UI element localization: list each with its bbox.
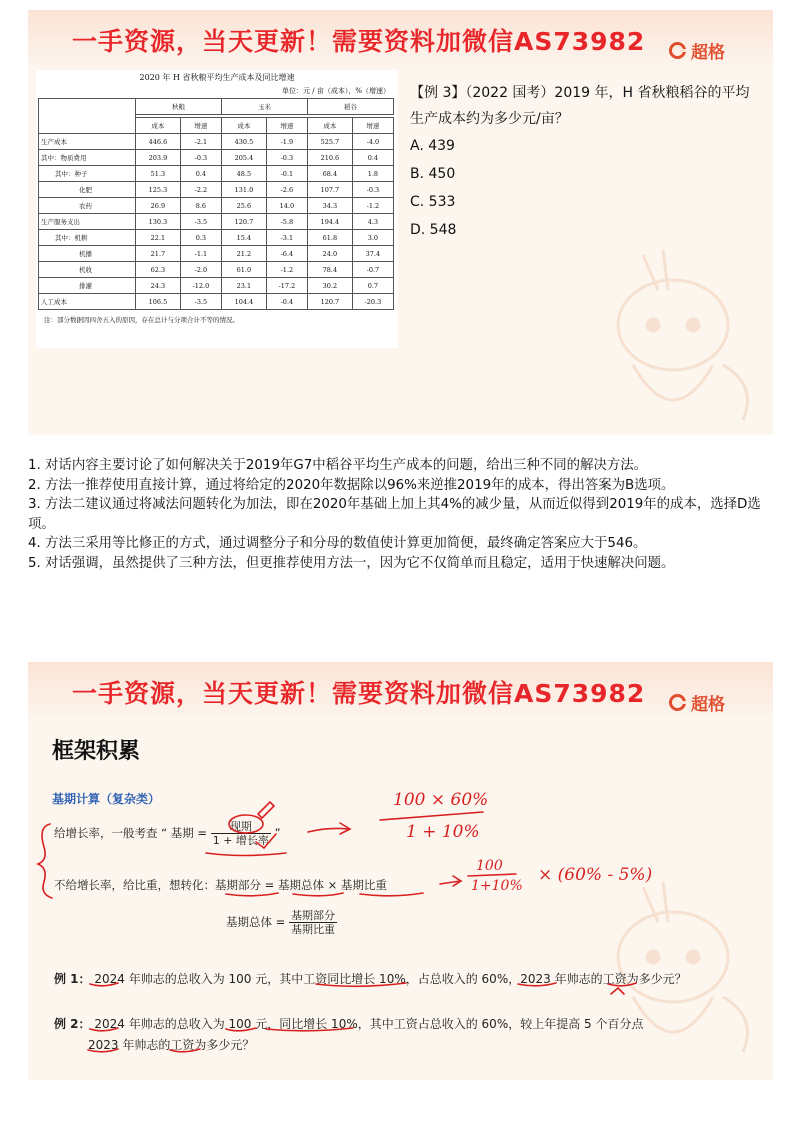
row-label: 农药: [39, 198, 136, 214]
hand-fraction-bar-1: [380, 812, 483, 820]
arrow-2: [440, 876, 461, 886]
table-cell: 24.0: [307, 246, 352, 262]
table-cell: 30.2: [307, 278, 352, 294]
underline-mark: [226, 1028, 256, 1031]
summary-item: 4. 方法三采用等比修正的方式，通过调整分子和分母的数值使计算更加简便，最终确定答案应大于546。: [28, 536, 647, 552]
table-cell: -1.2: [266, 262, 307, 278]
table-row: [39, 262, 394, 278]
table-corner: [39, 99, 136, 134]
table-row: [39, 134, 394, 150]
question-stem: 【例 3】（2022 国考）2019 年，H 省秋粮稻谷的平均生产成本约为多少元/亩？: [410, 85, 750, 127]
circle-mark: [229, 815, 263, 833]
underline-mark: [360, 893, 423, 896]
table-cell: -3.5: [180, 294, 221, 310]
table-cell: 25.6: [221, 198, 266, 214]
table-cell: -3.1: [266, 230, 307, 246]
row-label: 机播: [39, 246, 136, 262]
row-label: 其中：机耕: [39, 230, 136, 246]
table-cell: 0.4: [352, 150, 393, 166]
arrow-1: [308, 823, 350, 834]
table-cell: -12.0: [180, 278, 221, 294]
table-row: [39, 166, 394, 182]
check-mark: [256, 834, 276, 848]
option-a[interactable]: A. 439: [410, 138, 455, 154]
table-cell: 22.1: [136, 230, 181, 246]
table-cell: -0.7: [352, 262, 393, 278]
table-cell: -6.4: [266, 246, 307, 262]
table-cell: 15.4: [221, 230, 266, 246]
row-label: 机收: [39, 262, 136, 278]
table-cell: 61.0: [221, 262, 266, 278]
table-row: [39, 214, 394, 230]
handwriting-ink: [28, 662, 773, 1080]
table-row: [39, 182, 394, 198]
table-cell: 203.9: [136, 150, 181, 166]
table-cell: 48.5: [221, 166, 266, 182]
table-unit: 单位：元 / 亩（成本），%（增速）: [282, 87, 390, 95]
row-label: 其中：物质费用: [39, 150, 136, 166]
slide-question: [28, 10, 773, 435]
summary-item: 5. 对话强调，虽然提供了三种方法，但更推荐使用方法一，因为它不仅简单而且稳定，适用于快速解决问题。: [28, 555, 675, 571]
handwritten-expression-2: × (60% - 5%): [538, 865, 653, 885]
table-cell: -3.5: [180, 214, 221, 230]
underline-mark: [266, 1028, 353, 1031]
example-1-text: 2024 年帅志的总收入为 100 元，其中工资同比增长 10%，占总收入的 60%，2023 年帅志的工资为多少元？: [94, 972, 687, 986]
table-cell: -0.1: [266, 166, 307, 182]
col-header: 增速: [266, 118, 307, 134]
hand-fraction-bar-2: [468, 874, 516, 876]
table-cell: 62.3: [136, 262, 181, 278]
table-cell: 104.4: [221, 294, 266, 310]
table-cell: -1.9: [266, 134, 307, 150]
table-cell: 0.3: [180, 230, 221, 246]
table-cell: -0.3: [180, 150, 221, 166]
caret-mark: [611, 988, 624, 994]
table-cell: 430.5: [221, 134, 266, 150]
table-cell: 68.4: [307, 166, 352, 182]
table-cell: 0.4: [180, 166, 221, 182]
promo-banner-text: 一手资源，当天更新！需要资料加微信AS73982: [72, 27, 646, 56]
col-header: 成本: [136, 118, 181, 134]
table-cell: -4.0: [352, 134, 393, 150]
summary-item: 2. 方法一推荐使用直接计算，通过将给定的2020年数据除以96%来逆推2019年的成本，得出答案为B选项。: [28, 477, 675, 493]
underline-mark: [90, 1028, 118, 1031]
framework-title: 框架积累: [52, 739, 141, 764]
table-cell: 205.4: [221, 150, 266, 166]
underline-mark: [88, 1049, 118, 1052]
table-cell: -0.4: [266, 294, 307, 310]
table-cell: 194.4: [307, 214, 352, 230]
table-cell: 107.7: [307, 182, 352, 198]
brand-name: 超格: [691, 43, 725, 63]
table-cell: 8.6: [180, 198, 221, 214]
table-cell: 3.0: [352, 230, 393, 246]
col-header: 成本: [221, 118, 266, 134]
table-cell: -1.2: [352, 198, 393, 214]
table-cell: 34.3: [307, 198, 352, 214]
brand-name: 超格: [691, 695, 725, 715]
table-title: 2020 年 H 省秋粮平均生产成本及同比增速: [139, 73, 295, 82]
handwritten-numerator-2: 100: [476, 858, 503, 874]
underline-mark: [518, 983, 556, 986]
fraction-numerator: 基期部分: [290, 909, 335, 922]
table-cell: -2.2: [180, 182, 221, 198]
table-row: [39, 278, 394, 294]
table-cell: 78.4: [307, 262, 352, 278]
row-label: 其中：种子: [39, 166, 136, 182]
table-cell: 525.7: [307, 134, 352, 150]
cost-table: [38, 98, 394, 310]
table-cell: 131.0: [221, 182, 266, 198]
rule1-prefix: 给增长率，一般考查 “ 基期 =: [54, 826, 208, 840]
underline-mark: [170, 1049, 200, 1052]
row-label: 生产成本: [39, 134, 136, 150]
table-cell: -2.6: [266, 182, 307, 198]
group-header: 秋粮: [136, 99, 222, 115]
table-row: [39, 246, 394, 262]
table-cell: 120.7: [307, 294, 352, 310]
table-cell: 120.7: [221, 214, 266, 230]
rule1-suffix: ”: [274, 826, 281, 840]
col-header: 成本: [307, 118, 352, 134]
unicorn-mascot-watermark: [583, 235, 763, 435]
example-2-label: 例 2：: [54, 1017, 91, 1031]
table-cell: 1.8: [352, 166, 393, 182]
table-cell: 446.6: [136, 134, 181, 150]
table-cell: 51.3: [136, 166, 181, 182]
table-cell: -20.3: [352, 294, 393, 310]
table-cell: 210.6: [307, 150, 352, 166]
underline-mark: [608, 983, 636, 986]
table-cell: 26.9: [136, 198, 181, 214]
underline-mark: [90, 983, 118, 986]
slide-framework: [28, 662, 773, 1080]
table-cell: 125.3: [136, 182, 181, 198]
option-c[interactable]: C. 533: [410, 194, 456, 210]
row-label: 排灌: [39, 278, 136, 294]
rule3-prefix: 基期总体 =: [226, 915, 286, 929]
table-cell: 23.1: [221, 278, 266, 294]
summary-item: 1. 对话内容主要讨论了如何解决关于2019年G7中稻谷平均生产成本的问题，给出三种不同的解决方法。: [28, 458, 648, 473]
underline-mark: [316, 983, 406, 986]
table-cell: 4.3: [352, 214, 393, 230]
fraction-denominator: 1 + 增长率: [212, 834, 269, 847]
brand-g-icon: [669, 42, 686, 59]
table-cell: 14.0: [266, 198, 307, 214]
brace-mark: [38, 824, 52, 898]
underline-mark: [226, 893, 278, 896]
promo-banner-text: 一手资源，当天更新！需要资料加微信AS73982: [72, 679, 646, 708]
table-row: [39, 150, 394, 166]
row-label: 生产服务支出: [39, 214, 136, 230]
underline-mark: [293, 893, 343, 896]
table-cell: -0.3: [352, 182, 393, 198]
table-cell: 0.7: [352, 278, 393, 294]
table-cell: -0.3: [266, 150, 307, 166]
col-header: 增速: [352, 118, 393, 134]
section-subtitle: 基期计算（复杂类）: [52, 792, 161, 806]
row-label: 人工成本: [39, 294, 136, 310]
pencil-mark: [258, 802, 274, 818]
table-cell: -5.8: [266, 214, 307, 230]
fraction-numerator: 现期: [211, 820, 271, 834]
table-cell: -17.2: [266, 278, 307, 294]
table-row: [39, 294, 394, 310]
table-cell: 21.7: [136, 246, 181, 262]
example-1-label: 例 1：: [54, 972, 91, 986]
table-cell: 130.3: [136, 214, 181, 230]
brand-logo: [669, 38, 725, 63]
summary-item: 3. 方法二建议通过将减法问题转化为加法，即在2020年基础上加上其4%的减少量，从而近似得到2019年的成本，选择D选项。: [28, 497, 761, 532]
example-2-line-1: 2024 年帅志的总收入为 100 元，同比增长 10%，其中工资占总收入的 60%，较上年提高 5 个百分点: [94, 1017, 644, 1031]
table-cell: -2.0: [180, 262, 221, 278]
table-row: [39, 230, 394, 246]
col-header: 增速: [180, 118, 221, 134]
handwritten-numerator-1: 100 × 60%: [393, 790, 489, 810]
fraction-denominator: 基期比重: [290, 923, 335, 936]
handwritten-denominator-2: 1+10%: [471, 878, 523, 894]
table-cell: 37.4: [352, 246, 393, 262]
table-cell: 21.2: [221, 246, 266, 262]
table-cell: -1.1: [180, 246, 221, 262]
table-cell: 106.5: [136, 294, 181, 310]
table-cell: -2.1: [180, 134, 221, 150]
table-cell: 24.3: [136, 278, 181, 294]
table-row: [39, 198, 394, 214]
rule-proportion: 不给增长率，给比重，想转化：基期部分 = 基期总体 × 基期比重: [54, 878, 387, 892]
cost-table-image: [36, 70, 398, 348]
option-b[interactable]: B. 450: [410, 166, 456, 182]
option-d[interactable]: D. 548: [410, 222, 457, 238]
question-block: [410, 80, 760, 244]
table-note: 注：部分数据因四舍五入的原因，存在总计与分项合计不等的情况。: [44, 316, 239, 324]
row-label: 化肥: [39, 182, 136, 198]
handwritten-denominator-1: 1 + 10%: [406, 822, 480, 842]
underline-mark: [206, 853, 286, 856]
summary-list: [28, 456, 773, 574]
table-cell: 61.8: [307, 230, 352, 246]
example-2-line-2: 2023 年帅志的工资为多少元？: [88, 1038, 255, 1052]
crop-header: 玉米: [221, 99, 307, 115]
crop-header: 稻谷: [307, 99, 393, 115]
